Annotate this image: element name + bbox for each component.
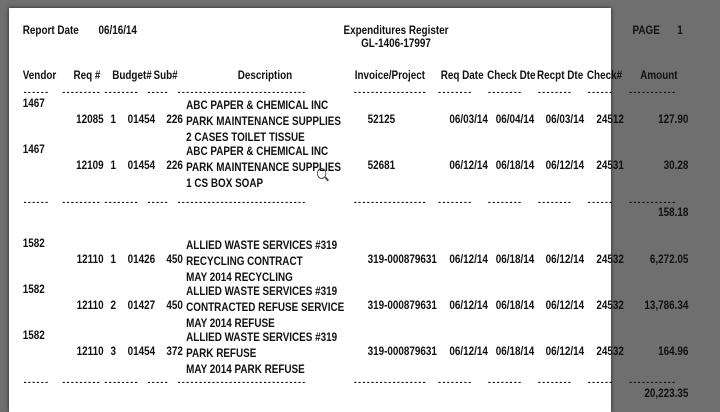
recpt-date: 06/12/14 — [545, 300, 585, 312]
check-date: 06/18/14 — [495, 346, 535, 358]
col-description: Description — [237, 70, 293, 82]
divider-dashes: --------- — [61, 88, 101, 98]
divider-dashes: -------- — [103, 198, 139, 208]
req-date: 06/12/14 — [449, 346, 488, 358]
col-req-date: Req Date — [440, 70, 484, 82]
description-line: PARK MAINTENANCE SUPPLIES — [186, 162, 341, 174]
divider-dashes: ------ — [22, 88, 49, 98]
description-line: PARK REFUSE — [186, 348, 257, 360]
page-label: PAGE — [632, 25, 660, 37]
req-date: 06/03/14 — [449, 114, 488, 126]
report-page — [9, 8, 689, 412]
budget-number: 01454 — [127, 346, 156, 358]
check-number: 24512 — [596, 114, 624, 126]
divider-dashes: -------- — [537, 198, 572, 208]
recpt-date: 06/03/14 — [545, 114, 585, 126]
col-budget: Budget# — [112, 70, 152, 82]
sub-number: 226 — [166, 160, 183, 172]
budget-number: 01454 — [127, 160, 156, 172]
amount: 6,272.05 — [649, 254, 689, 266]
vendor-id: 1467 — [22, 98, 45, 110]
req-date: 06/12/14 — [449, 254, 488, 266]
col-check-date: Check Dte — [487, 70, 536, 82]
vendor-id: 1582 — [22, 238, 45, 250]
description-line: MAY 2014 REFUSE — [186, 318, 275, 330]
divider-dashes: ----- — [146, 198, 169, 208]
recpt-date: 06/12/14 — [545, 346, 585, 358]
divider-dashes: ------------------------------ — [176, 198, 306, 208]
report-date-label: Report Date — [22, 25, 79, 37]
amount: 127.90 — [658, 114, 689, 126]
description-line: MAY 2014 PARK REFUSE — [186, 364, 305, 376]
divider-dashes: --------- — [61, 198, 101, 208]
description-line: ALLIED WASTE SERVICES #319 — [186, 240, 338, 252]
vendor-id: 1467 — [22, 144, 45, 156]
req-number: 12110 — [76, 346, 104, 358]
req-line: 2 — [110, 300, 116, 312]
divider-dashes: ------ — [22, 378, 49, 388]
col-req: Req # — [73, 70, 101, 82]
description-line: ALLIED WASTE SERVICES #319 — [186, 332, 338, 344]
report-subtitle: GL-1406-17997 — [361, 38, 431, 50]
divider-dashes: ----------------- — [353, 88, 427, 98]
req-line: 1 — [110, 114, 116, 126]
divider-dashes: ------------------------------ — [176, 88, 306, 98]
check-date: 06/18/14 — [495, 160, 535, 172]
col-recpt-date: Recpt Dte — [537, 70, 584, 82]
vendor-id: 1582 — [22, 284, 45, 296]
req-number: 12085 — [76, 114, 104, 126]
divider-dashes: ------ — [586, 378, 613, 388]
divider-dashes: -------- — [103, 88, 139, 98]
col-sub: Sub# — [153, 70, 178, 82]
divider-dashes: ----- — [146, 378, 169, 388]
divider-dashes: -------- — [437, 88, 472, 98]
description-line: MAY 2014 RECYCLING — [186, 272, 293, 284]
sub-number: 226 — [166, 114, 183, 126]
divider-dashes: ----------------- — [353, 378, 427, 388]
sub-number: 450 — [166, 300, 183, 312]
divider-dashes: -------- — [487, 378, 522, 388]
req-line: 1 — [110, 160, 116, 172]
check-number: 24532 — [596, 346, 624, 358]
invoice-number: 319-000879631 — [367, 300, 437, 312]
divider-dashes: -------- — [487, 88, 522, 98]
grand-total: 20,223.35 — [644, 388, 689, 400]
budget-number: 01426 — [127, 254, 156, 266]
req-number: 12110 — [76, 300, 104, 312]
description-line: 2 CASES TOILET TISSUE — [186, 132, 305, 144]
req-line: 1 — [110, 254, 116, 266]
invoice-number: 52125 — [367, 114, 396, 126]
invoice-number: 319-000879631 — [367, 346, 437, 358]
sub-number: 372 — [166, 346, 183, 358]
col-check-no: Check# — [586, 70, 623, 82]
report-title: Expenditures Register — [343, 25, 449, 37]
divider-dashes: ------ — [22, 198, 49, 208]
magnifier-icon[interactable] — [317, 168, 326, 179]
divider-dashes: -------- — [537, 378, 572, 388]
budget-number: 01454 — [127, 114, 156, 126]
divider-dashes: -------- — [487, 198, 522, 208]
col-vendor: Vendor — [22, 70, 57, 82]
divider-dashes: ----- — [146, 88, 169, 98]
divider-dashes: -------- — [437, 198, 472, 208]
req-number: 12109 — [76, 160, 104, 172]
req-line: 3 — [110, 346, 116, 358]
col-invoice: Invoice/Project — [354, 70, 426, 82]
divider-dashes: ------ — [586, 88, 613, 98]
check-number: 24532 — [596, 300, 624, 312]
divider-dashes: ----------- — [628, 378, 676, 388]
description-line: CONTRACTED REFUSE SERVICE — [186, 302, 345, 314]
check-date: 06/18/14 — [495, 254, 535, 266]
divider-dashes: -------- — [537, 88, 572, 98]
amount: 30.28 — [663, 160, 689, 172]
description-line: PARK MAINTENANCE SUPPLIES — [186, 116, 341, 128]
recpt-date: 06/12/14 — [545, 160, 585, 172]
recpt-date: 06/12/14 — [545, 254, 585, 266]
invoice-number: 319-000879631 — [367, 254, 437, 266]
divider-dashes: ----------- — [628, 198, 676, 208]
check-date: 06/04/14 — [495, 114, 535, 126]
divider-dashes: ----------- — [628, 88, 676, 98]
check-number: 24532 — [596, 254, 624, 266]
report-date: 06/16/14 — [98, 25, 137, 37]
col-amount: Amount — [640, 70, 678, 82]
divider-dashes: --------- — [61, 378, 101, 388]
divider-dashes: ----------------- — [353, 198, 427, 208]
vendor-id: 1582 — [22, 330, 45, 342]
sub-number: 450 — [166, 254, 183, 266]
page-number: 1 — [677, 25, 683, 37]
description-line: 1 CS BOX SOAP — [186, 178, 264, 190]
budget-number: 01427 — [127, 300, 156, 312]
divider-dashes: -------- — [437, 378, 472, 388]
amount: 13,786.34 — [644, 300, 689, 312]
check-number: 24531 — [596, 160, 624, 172]
description-line: ALLIED WASTE SERVICES #319 — [186, 286, 338, 298]
amount: 164.96 — [658, 346, 689, 358]
description-line: ABC PAPER & CHEMICAL INC — [186, 146, 329, 158]
subtotal: 158.18 — [658, 207, 689, 219]
description-line: ABC PAPER & CHEMICAL INC — [186, 100, 329, 112]
divider-dashes: ------ — [586, 198, 613, 208]
req-date: 06/12/14 — [449, 300, 488, 312]
divider-dashes: ------------------------------ — [176, 378, 306, 388]
divider-dashes: -------- — [103, 378, 139, 388]
req-date: 06/12/14 — [449, 160, 488, 172]
description-line: RECYCLING CONTRACT — [186, 256, 303, 268]
check-date: 06/18/14 — [495, 300, 535, 312]
req-number: 12110 — [76, 254, 104, 266]
invoice-number: 52681 — [367, 160, 396, 172]
